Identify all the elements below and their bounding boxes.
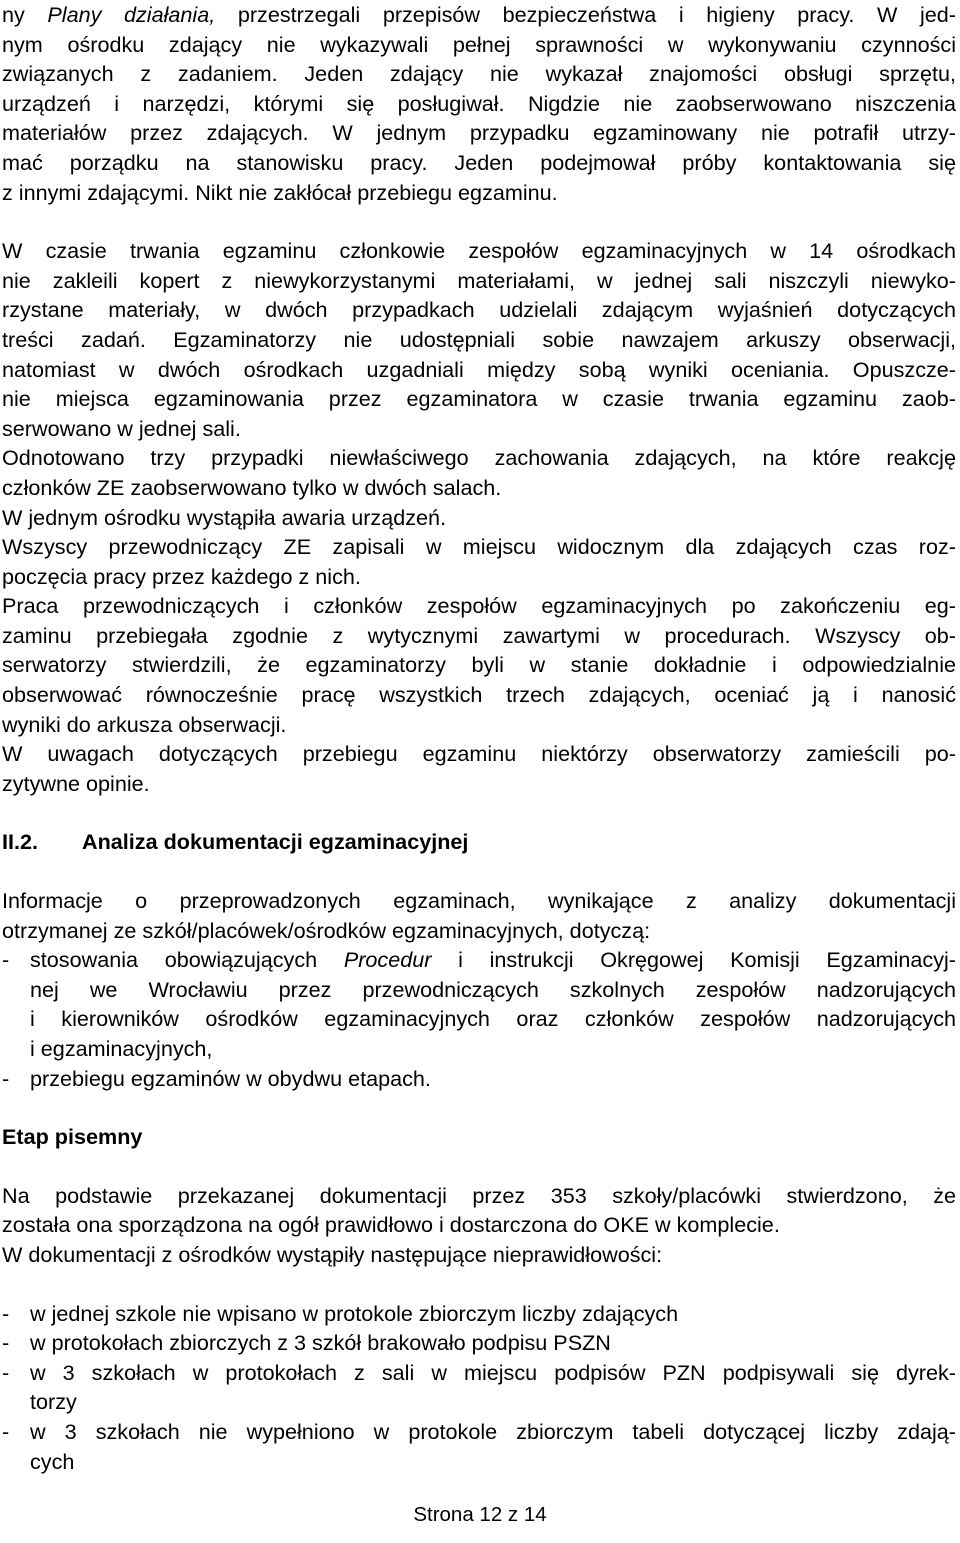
spacer [2, 857, 956, 886]
text-line: w 3 szkołach nie wypełniono w protokole zbiorczym tabeli dotyczącej liczby zdają- [30, 1418, 956, 1444]
text-line: zaminu przebiegała zgodnie z wytycznymi zawartymi w procedurach. Wszyscy ob- [2, 622, 956, 648]
list-item [2, 1358, 956, 1417]
list-item [2, 1417, 956, 1476]
text-line: nym ośrodku zdający nie wykazywali pełnej sprawności w wykonywaniu czynności [2, 31, 956, 57]
text-line: Informacje o przeprowadzonych egzaminach, wynikające z analizy dokumentacji [2, 888, 956, 914]
text-line: Wszyscy przewodniczący ZE zapisali w miejscu widocznym dla zdających czas roz- [2, 534, 956, 560]
text-line: wyniki do arkusza obserwacji. [2, 711, 287, 737]
text-line: rzystane materiały, w dwóch przypadkach udzielali zdającym wyjaśnień dotyczących [2, 297, 956, 323]
text-line: torzy [30, 1389, 77, 1415]
text-line: obserwować równocześnie pracę wszystkich trzech zdających, oceniać ją i nanosić [2, 682, 956, 708]
list-dash: - [2, 1300, 10, 1326]
text-line: serwowano w jednej sali. [2, 415, 241, 441]
paragraph-observations-candidates [2, 0, 956, 207]
paragraph-intro [2, 886, 956, 945]
text-line: W uwagach dotyczących przebiegu egzaminu niektórzy obserwatorzy zamieścili po- [2, 741, 956, 767]
text-line: otrzymanej ze szkół/placówek/ośrodków egzaminacyjnych, dotyczą: [2, 917, 651, 943]
list-irregularities [2, 1299, 956, 1477]
paragraph-written-stage [2, 1181, 956, 1270]
list-item [2, 945, 956, 1063]
section-title: Analiza dokumentacji egzaminacyjnej [82, 829, 469, 855]
text-line: W dokumentacji z ośrodków wystąpiły następujące nieprawidłowości: [2, 1241, 663, 1267]
text-line: zytywne opinie. [2, 770, 150, 796]
text-line: związanych z zadaniem. Jeden zdający nie wykazał znajomości obsługi sprzętu, [2, 61, 956, 87]
list-dash: - [2, 947, 10, 973]
spacer [2, 1152, 956, 1181]
list-item [2, 1328, 956, 1358]
text-line: Odnotowano trzy przypadki niewłaściwego zachowania zdających, na które reakcję [2, 445, 956, 471]
spacer [2, 207, 956, 236]
list-documentation-scope [2, 945, 956, 1093]
paragraph-observations-examiners [2, 236, 956, 798]
text-line: natomiast w dwóch ośrodkach uzgadniali między sobą wyniki oceniania. Opuszcze- [2, 356, 956, 382]
spacer [2, 1093, 956, 1122]
subheading-etap-pisemny: Etap pisemny [2, 1124, 143, 1150]
text-line: nie zakleili kopert z niewykorzystanymi materiałami, w jednej sali niszczyli niewyko- [2, 267, 956, 293]
text-line: treści zadań. Egzaminatorzy nie udostępniali sobie nawzajem arkuszy obserwacji, [2, 326, 956, 352]
list-item [2, 1299, 956, 1329]
text-line: materiałów przez zdających. W jednym przypadku egzaminowany nie potrafił utrzy- [2, 120, 956, 146]
list-dash: - [2, 1330, 10, 1356]
text-line: ny Plany działania, przestrzegali przepisów bezpieczeństwa i higieny pracy. W jed- [2, 2, 956, 27]
text-line: w 3 szkołach w protokołach z sali w miejscu podpisów PZN podpisywali się dyrek- [30, 1359, 956, 1385]
text-line: z innymi zdającymi. Nikt nie zakłócał przebiegu egzaminu. [2, 179, 558, 205]
text-line: w protokołach zbiorczych z 3 szkół brakowało podpisu PSZN [30, 1330, 611, 1356]
text-line: W jednym ośrodku wystąpiła awaria urządzeń. [2, 504, 447, 530]
text-line: mać porządku na stanowisku pracy. Jeden podejmował próby kontaktowania się [2, 149, 956, 175]
text-line: cych [30, 1448, 75, 1474]
text-line: poczęcia pracy przez każdego z nich. [2, 563, 361, 589]
text-line: i kierowników ośrodków egzaminacyjnych oraz członków zespołów nadzorujących [30, 1006, 956, 1032]
text-line: członków ZE zaobserwowano tylko w dwóch salach. [2, 474, 502, 500]
text-line: urządzeń i narzędzi, którymi się posługiwał. Nigdzie nie zaobserwowano niszczenia [2, 90, 956, 116]
text-line: nej we Wrocławiu przez przewodniczących szkolnych zespołów nadzorujących [30, 976, 956, 1002]
text-line: w jednej szkole nie wpisano w protokole zbiorczym liczby zdających [30, 1300, 679, 1326]
text-line: przebiegu egzaminów w obydwu etapach. [30, 1065, 431, 1091]
text-line: W czasie trwania egzaminu członkowie zespołów egzaminacyjnych w 14 ośrodkach [2, 238, 956, 264]
text-line: nie miejsca egzaminowania przez egzaminatora w czasie trwania egzaminu zaob- [2, 386, 956, 412]
text-line: i egzaminacyjnych, [30, 1036, 213, 1061]
list-dash: - [2, 1065, 10, 1091]
text-line: stosowania obowiązujących Procedur i instrukcji Okręgowej Komisji Egzaminacyj- [30, 947, 956, 973]
spacer [2, 1270, 956, 1299]
list-dash: - [2, 1359, 10, 1385]
text-line: serwatorzy stwierdzili, że egzaminatorzy byli w stanie dokładnie i odpowiedzialnie [2, 652, 956, 678]
document-page [2, 0, 956, 1476]
page-footer: Strona 12 z 14 [413, 1503, 547, 1526]
spacer [2, 798, 956, 827]
text-line: Praca przewodniczących i członków zespołów egzaminacyjnych po zakończeniu eg- [2, 593, 956, 619]
section-number: II.2. [2, 829, 39, 855]
list-dash: - [2, 1418, 10, 1444]
section-heading [2, 827, 956, 857]
list-item [2, 1064, 956, 1094]
text-line: została ona sporządzona na ogół prawidłowo i dostarczona do OKE w komplecie. [2, 1212, 780, 1238]
text-line: Na podstawie przekazanej dokumentacji przez 353 szkoły/placówki stwierdzono, że [2, 1182, 956, 1208]
